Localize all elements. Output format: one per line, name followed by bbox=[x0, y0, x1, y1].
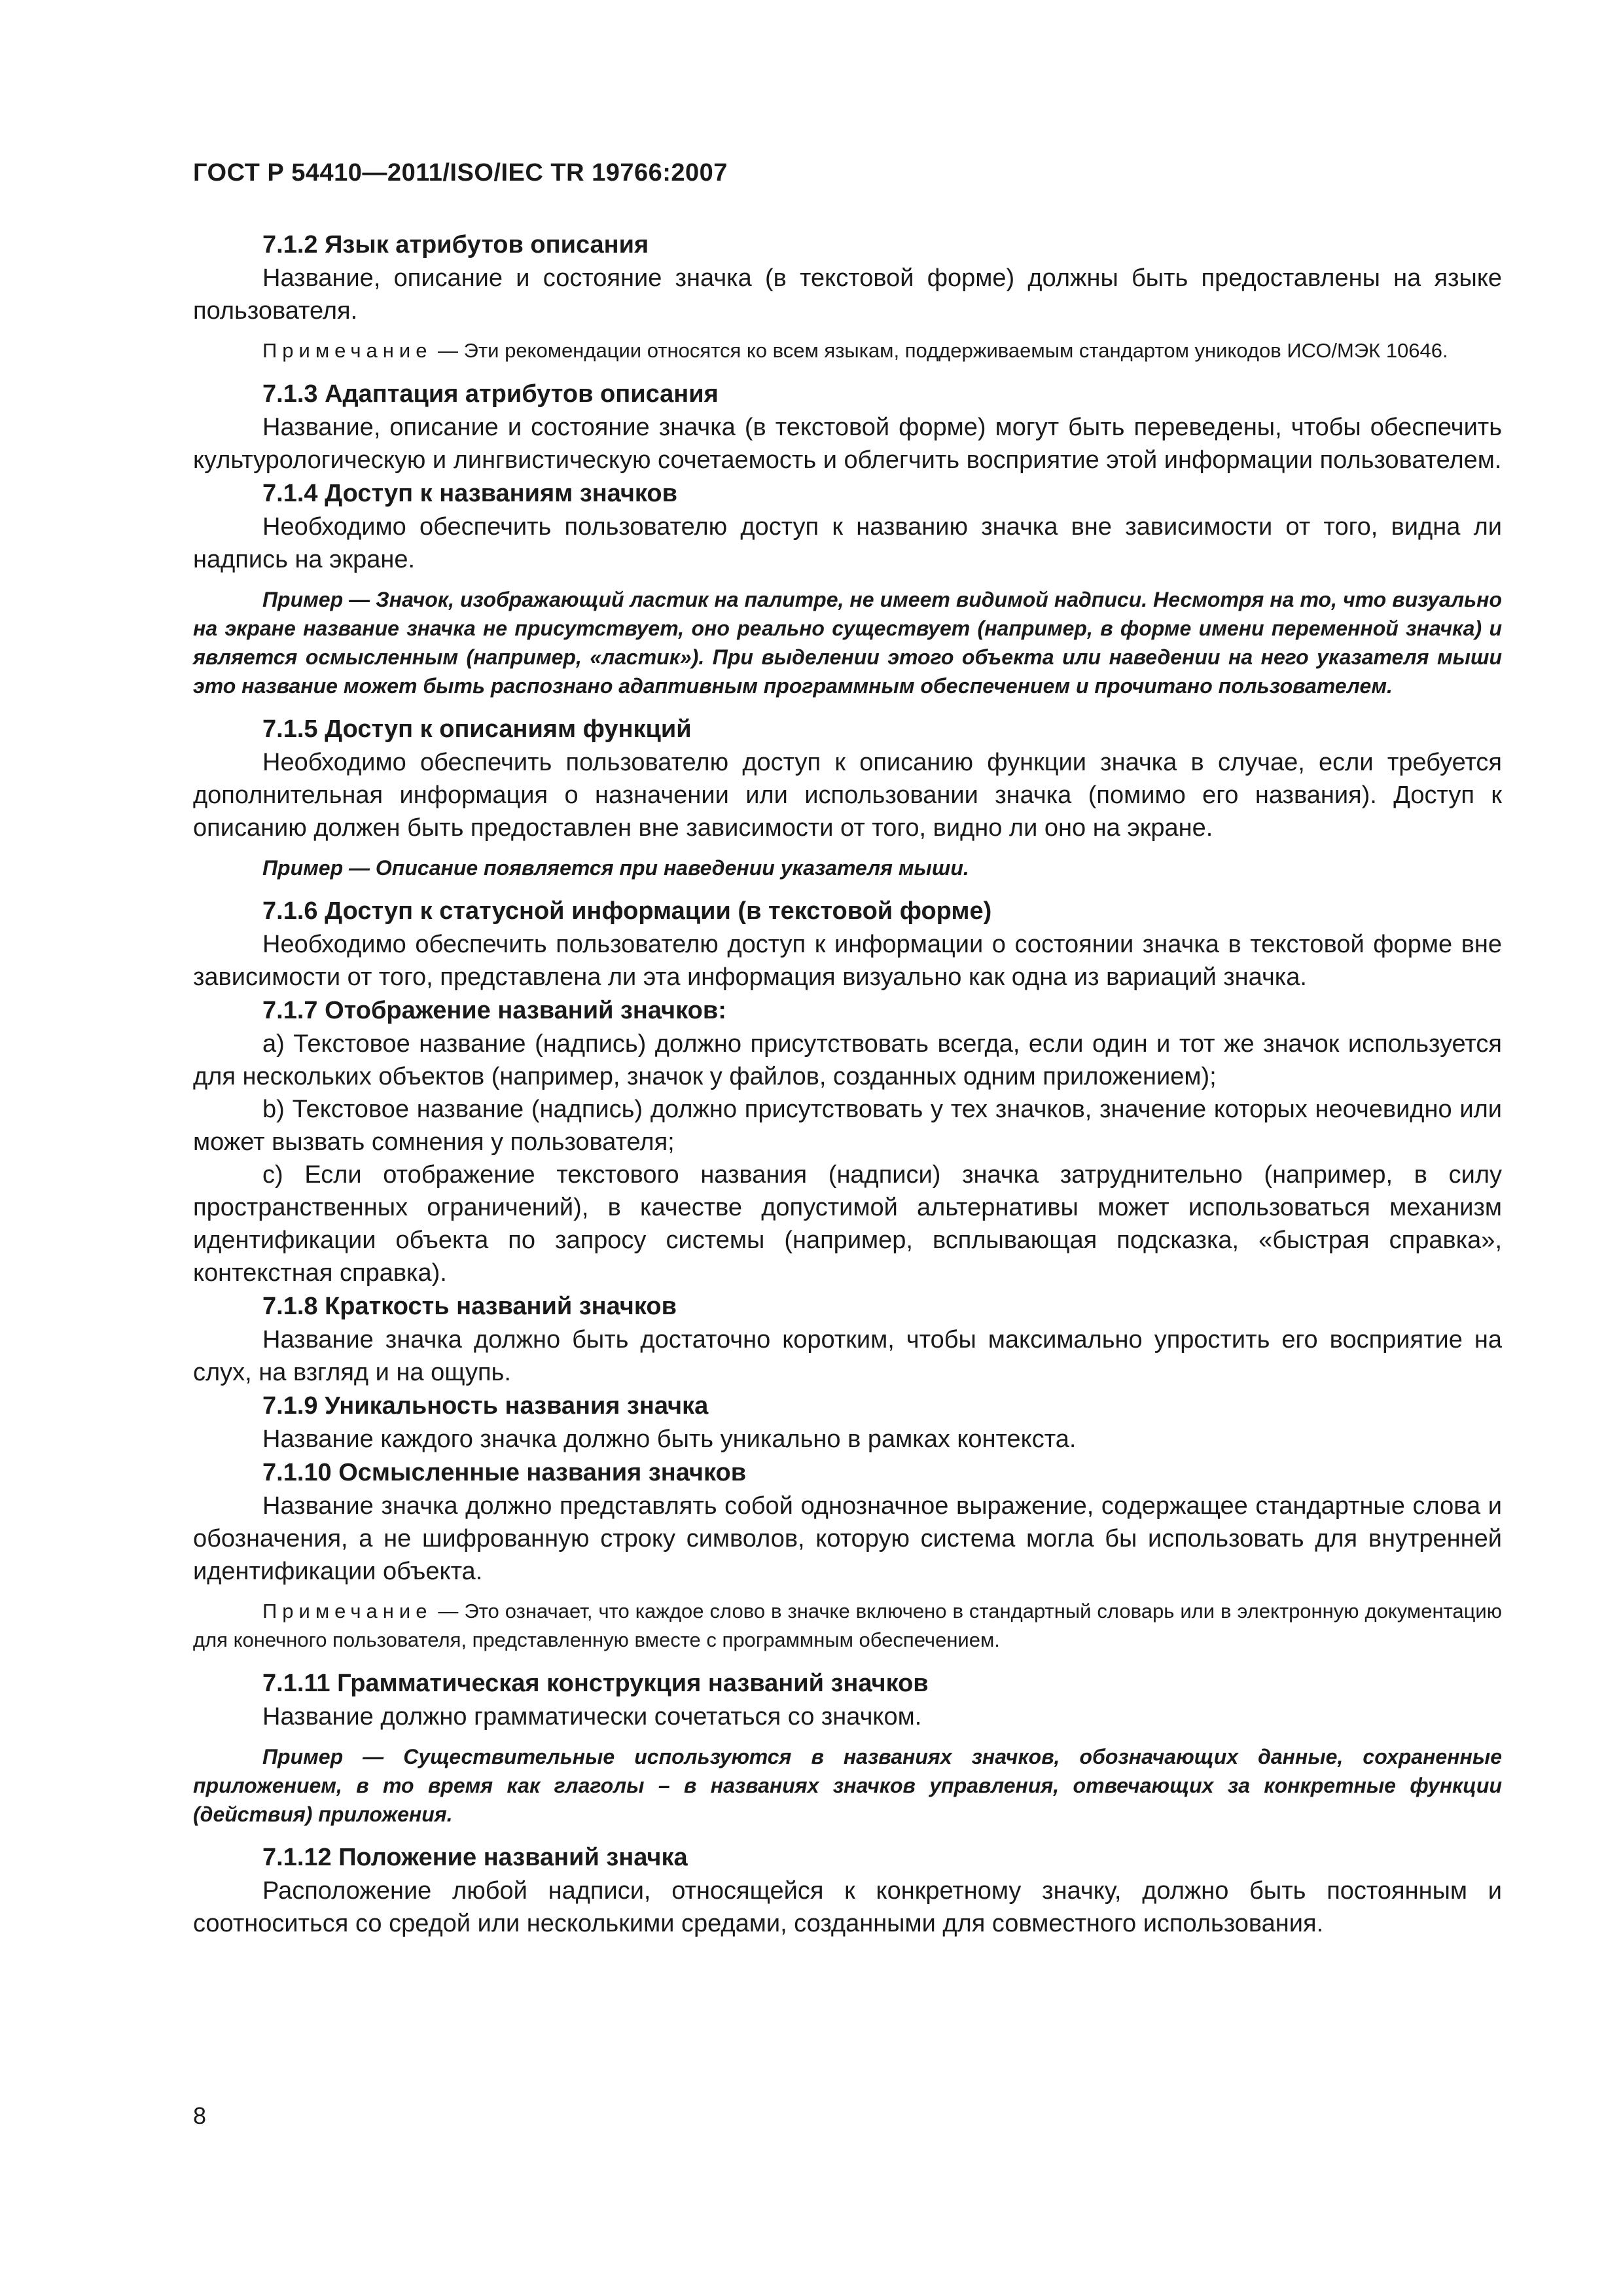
note-text: — Эти рекомендации относятся ко всем языкам, поддерживаемым стандартом уникодов ИСО/МЭК 10646. bbox=[432, 339, 1448, 362]
section-7-1-2-text: Название, описание и состояние значка (в текстовой форме) должны быть предоставлены на языке пользователя. bbox=[193, 264, 1502, 325]
section-7-1-8-title: 7.1.8 Краткость названий значков bbox=[262, 1293, 677, 1320]
page-number: 8 bbox=[193, 2102, 207, 2129]
section-7-1-6-title: 7.1.6 Доступ к статусной информации (в текстовой форме) bbox=[262, 897, 992, 925]
section-7-1-7-title: 7.1.7 Отображение названий значков: bbox=[262, 997, 726, 1024]
section-7-1-4-example: Пример — Значок, изображающий ластик на палитре, не имеет видимой надписи. Несмотря на то, что визуально на экране название значка не присутствует, оно реально существует (например, в форме имени переменной значка) и является осмысленным (например, «ластик»). При выделении этого объекта или наведении на него указателя мыши это название может быть распознано адаптивным программным обеспечением и прочитано пользователем. bbox=[193, 588, 1502, 698]
section-7-1-7-item-b: b) Текстовое название (надпись) должно присутствовать у тех значков, значение которых неочевидно или может вызвать сомнения у пользователя; bbox=[193, 1096, 1502, 1156]
section-7-1-4-title: 7.1.4 Доступ к названиям значков bbox=[262, 480, 677, 507]
section-7-1-6-text: Необходимо обеспечить пользователю доступ к информации о состоянии значка в текстовой форме вне зависимости от того, представлена ли эта информация визуально как одна из вариаций значка. bbox=[193, 931, 1502, 991]
section-7-1-4-text: Необходимо обеспечить пользователю доступ к названию значка вне зависимости от того, видна ли надпись на экране. bbox=[193, 513, 1502, 573]
note-text: — Это означает, что каждое слово в значке включено в стандартный словарь или в электронную документацию для конечного пользователя, представленную вместе с программным обеспечением. bbox=[193, 1600, 1502, 1651]
section-7-1-8-text: Название значка должно быть достаточно коротким, чтобы максимально упростить его восприятие на слух, на взгляд и на ощупь. bbox=[193, 1326, 1502, 1386]
section-7-1-9-text: Название каждого значка должно быть уникально в рамках контекста. bbox=[262, 1426, 1077, 1453]
section-7-1-7-item-c: c) Если отображение текстового названия (надписи) значка затруднительно (например, в силу пространственных ограничений), в качестве допустимой альтернативы может использоваться механизм идентификации объекта по запросу системы (например, всплывающая подсказка, «быстрая справка», контекстная справка). bbox=[193, 1161, 1502, 1287]
note-label: Примечание bbox=[262, 1600, 433, 1623]
section-7-1-12-title: 7.1.12 Положение названий значка bbox=[262, 1844, 688, 1871]
section-7-1-5-example: Пример — Описание появляется при наведении указателя мыши. bbox=[262, 856, 969, 880]
section-7-1-5-title: 7.1.5 Доступ к описаниям функций bbox=[262, 715, 692, 743]
section-7-1-10-text: Название значка должно представлять собой однозначное выражение, содержащее стандартные слова и обозначения, а не шифрованную строку символов, которую система могла бы использовать для внутренней идентификации объекта. bbox=[193, 1492, 1502, 1585]
section-7-1-11-text: Название должно грамматически сочетаться со значком. bbox=[262, 1703, 922, 1731]
section-7-1-9-title: 7.1.9 Уникальность названия значка bbox=[262, 1392, 709, 1420]
section-7-1-5-text: Необходимо обеспечить пользователю доступ к описанию функции значка в случае, если требуется дополнительная информация о назначении или использовании значка (помимо его названия). Доступ к описанию должен быть предоставлен вне зависимости от того, видно ли оно на экране. bbox=[193, 749, 1502, 842]
section-7-1-11-example: Пример — Существительные используются в названиях значков, обозначающих данные, сохраненные приложением, в то время как глаголы – в названиях значков управления, отвечающих за конкретные функции (действия) приложения. bbox=[193, 1745, 1502, 1826]
document-header: ГОСТ Р 54410—2011/ISO/IEC TR 19766:2007 bbox=[193, 159, 728, 187]
section-7-1-2-title: 7.1.2 Язык атрибутов описания bbox=[262, 231, 649, 259]
section-7-1-2-note bbox=[193, 336, 1502, 365]
document-body bbox=[193, 228, 1502, 1940]
section-7-1-12-text: Расположение любой надписи, относящейся к конкретному значку, должно быть постоянным и соотноситься со средой или несколькими средами, созданными для совместного использования. bbox=[193, 1877, 1502, 1937]
section-7-1-10-title: 7.1.10 Осмысленные названия значков bbox=[262, 1459, 747, 1486]
section-7-1-3-title: 7.1.3 Адаптация атрибутов описания bbox=[262, 380, 719, 408]
section-7-1-3-text: Название, описание и состояние значка (в текстовой форме) могут быть переведены, чтобы обеспечить культурологическую и лингвистическую сочетаемость и облегчить восприятие этой информации пользователем. bbox=[193, 414, 1502, 474]
section-7-1-11-title: 7.1.11 Грамматическая конструкция названий значков bbox=[262, 1670, 929, 1697]
section-7-1-7-item-a: a) Текстовое название (надпись) должно присутствовать всегда, если один и тот же значок используется для нескольких объектов (например, значок у файлов, созданных одним приложением); bbox=[193, 1030, 1502, 1090]
section-7-1-10-note bbox=[193, 1597, 1502, 1655]
note-label: Примечание bbox=[262, 339, 433, 362]
